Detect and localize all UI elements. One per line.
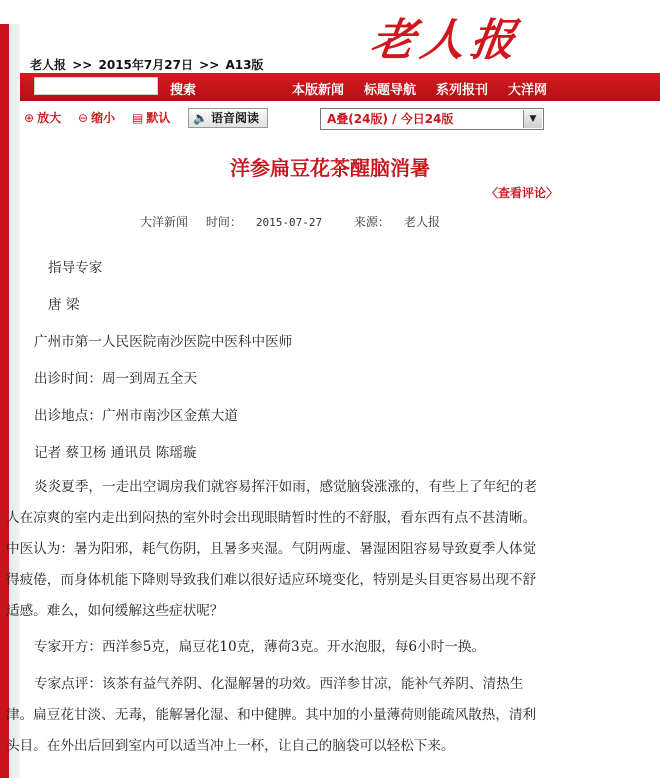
meta-source <box>354 215 454 229</box>
expert-hospital: 广州市第一人民医院南沙医院中医科中医师 <box>34 334 293 350</box>
meta-source-value: 老人报 <box>403 215 440 229</box>
breadcrumb-paper[interactable]: 老人报 <box>30 58 67 72</box>
meta-source-label: 来源： <box>353 215 390 229</box>
edition-select-value: A叠(24版) / 今日24版 <box>327 112 454 126</box>
left-accent-bar <box>0 24 20 778</box>
meta-time-value: 2015-07-27 <box>255 216 323 229</box>
breadcrumb <box>30 56 265 73</box>
chevron-down-icon[interactable]: ▼ <box>523 110 542 128</box>
search-input[interactable] <box>34 77 158 95</box>
default-size-label: 默认 <box>146 111 171 125</box>
masthead-logo: 老人报 <box>367 15 525 66</box>
zoom-out-button[interactable] <box>78 109 115 126</box>
main-nav <box>292 79 547 98</box>
reporter-line: 记者 蔡卫杨 通讯员 陈瑶璇 <box>34 445 197 461</box>
article-title: 洋参扁豆花茶醒脑消暑 <box>230 156 430 180</box>
breadcrumb-sep: >> <box>72 58 93 72</box>
article-paragraph-1: 炎炎夏季，一走出空调房我们就容易挥汗如雨，感觉脑袋涨涨的，有些上了年纪的老人在凉爽的室内走出到闷热的室外时会出现眼睛暂时性的不舒服，看东西有点不甚清晰。中医认为：暑为阳邪，耗气伤阴，且暑多夹湿。气阴两虚、暑湿困阻容易导致夏季人体觉得疲倦，而身体机能下降则导致我们难以很好适应环境变化，特别是头目更容易出现不舒适感。难么，如何缓解这些症状呢？ <box>6 479 537 619</box>
meta-time-label: 时间： <box>205 215 242 229</box>
zoom-out-icon: ⊖ <box>78 111 89 125</box>
default-size-button[interactable] <box>132 109 170 126</box>
expert-heading: 指导专家 <box>48 260 103 276</box>
clinic-place: 出诊地点：广州市南沙区金蕉大道 <box>34 408 238 424</box>
voice-read-label: 语音阅读 <box>210 111 259 125</box>
article-paragraph-2: 专家开方：西洋参5克，扁豆花10克，薄荷3克。开水泡服，每6小时一换。 <box>34 639 486 655</box>
speaker-icon: 🔈 <box>193 111 208 125</box>
breadcrumb-page[interactable]: A13版 <box>225 58 264 72</box>
document-icon: ▤ <box>132 111 144 125</box>
reading-toolbar <box>24 108 548 130</box>
nav-item-series[interactable]: 系列报刊 <box>436 83 489 98</box>
breadcrumb-date[interactable]: 2015年7月27日 <box>98 58 193 72</box>
article-meta <box>140 213 468 230</box>
meta-time <box>206 215 336 229</box>
nav-item-title-nav[interactable]: 标题导航 <box>364 83 417 98</box>
meta-source-site: 大洋新闻 <box>140 215 189 229</box>
search-button[interactable]: 搜索 <box>170 83 197 98</box>
article-paragraph-3: 专家点评：该茶有益气养阴、化湿解暑的功效。西洋参甘凉，能补气养阴、清热生津。扁豆花甘淡、无毒，能解暑化湿、和中健脾。其中加的小量薄荷则能疏风散热，清利头目。在外出后回到室内可以适当冲上一杯，让自己的脑袋可以轻松下来。 <box>6 676 537 754</box>
edition-select[interactable] <box>320 108 544 130</box>
view-comments-link[interactable]: 〈查看评论〉 <box>486 186 559 200</box>
clinic-time: 出诊时间：周一到周五全天 <box>34 371 198 387</box>
zoom-in-label: 放大 <box>37 111 62 125</box>
top-nav-bar <box>20 73 660 101</box>
zoom-out-label: 缩小 <box>91 111 116 125</box>
zoom-in-icon: ⊕ <box>24 111 35 125</box>
nav-item-page-news[interactable]: 本版新闻 <box>292 83 345 98</box>
breadcrumb-sep: >> <box>199 58 220 72</box>
nav-item-dayoo[interactable]: 大洋网 <box>508 83 548 98</box>
voice-read-button[interactable] <box>188 108 268 128</box>
zoom-in-button[interactable] <box>24 109 61 126</box>
expert-name: 唐 梁 <box>48 297 80 313</box>
